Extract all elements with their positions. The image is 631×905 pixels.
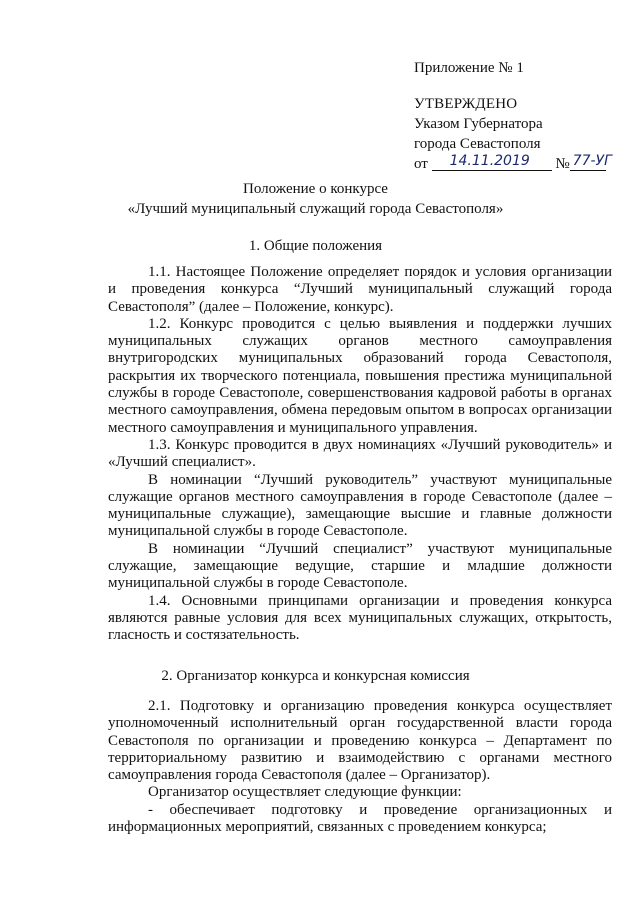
number-label: № (555, 156, 570, 172)
section-2-body (108, 698, 612, 836)
paragraph-functions-intro: Организатор осуществляет следующие функции: (148, 784, 462, 801)
from-label: от (414, 156, 428, 172)
decree-line: Указом Губернатора (414, 116, 543, 132)
section-2-heading: 2. Организатор конкурса и конкурсная комиссия (161, 668, 470, 684)
number-field (570, 153, 612, 171)
handwritten-date: 14.11.2019 (449, 153, 530, 169)
appendix-label: Приложение № 1 (414, 60, 524, 76)
paragraph-nomination-specialist: В номинации “Лучший специалист” участвуют муниципальные служащие, замещающие ведущие, старшие и младшие должности муниципальной службы в городе Севастополе. (108, 540, 612, 592)
section-1-body (108, 264, 612, 645)
paragraph-1-2: 1.2. Конкурс проводится с целью выявления и поддержки лучших муниципальных служащих органов местного самоуправления внутригородских муниципальных образований города Севастополя, раскрытия их творческого потенциала, повышения престижа муниципальной службы в городе Севастополе, совершенствования кадровой работы в органах местного самоуправления, обмена передовым опытом в вопросах организации местного самоуправления и муниципального управления. (108, 315, 612, 436)
approval-block (414, 94, 612, 174)
paragraph-1-3: 1.3. Конкурс проводится в двух номинациях «Лучший руководитель» и «Лучший специалист». (108, 436, 612, 471)
paragraph-nomination-leader: В номинации “Лучший руководитель” участвуют муниципальные служащие органов местного самоуправления в городе Севастополе (далее – муниципальные служащие), замещающие высшие и главные должности муниципальной службы в городе Севастополе. (108, 471, 612, 540)
city-line: города Севастополя (414, 136, 541, 152)
date-number-line (414, 153, 612, 174)
section-1-heading: 1. Общие положения (248, 238, 383, 254)
paragraph-1-4: 1.4. Основными принципами организации и проведения конкурса являются равные условия для всех муниципальных служащих, открытость, гласность и состязательность. (108, 592, 612, 644)
handwritten-number: 77-УГ (572, 153, 612, 169)
title-line-2: «Лучший муниципальный служащий города Севастополя» (127, 201, 504, 217)
approved-label: УТВЕРЖДЕНО (414, 96, 518, 112)
paragraph-2-1: 2.1. Подготовку и организацию проведения конкурса осуществляет уполномоченный исполнительный орган государственной власти города Севастополя по организации и проведению конкурса – Департамент по территориальному развитию и взаимодействию с органами местного самоуправления города Севастополя (далее – Организатор). (108, 698, 612, 784)
title-line-1: Положение о конкурсе (243, 181, 388, 197)
paragraph-1-1: 1.1. Настоящее Положение определяет порядок и условия организации и проведения конкурса “Лучший муниципальный служащий города Севастополя” (далее – Положение, конкурс). (108, 264, 612, 315)
document-title (0, 179, 631, 219)
paragraph-function-item: - обеспечивает подготовку и проведение организационных и информационных мероприятий, связанных с проведением конкурса; (108, 801, 612, 836)
date-field (432, 154, 552, 171)
